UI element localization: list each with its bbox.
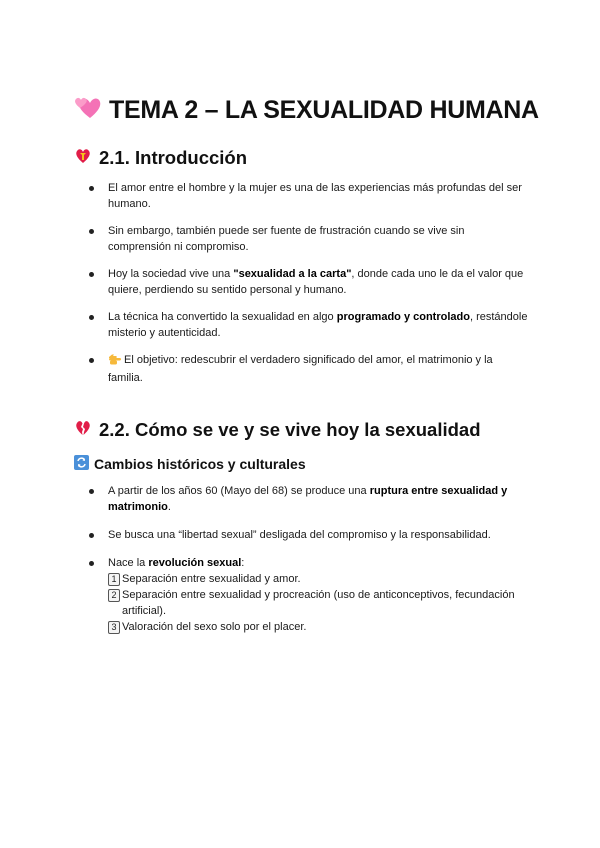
list-item: Sin embargo, también puede ser fuente de frustración cuando se vive sin comprensión ni compromiso. — [0, 223, 600, 255]
numbered-subitem: 2 Separación entre sexualidad y procreación (uso de anticonceptivos, fecundación artificial). — [108, 587, 528, 619]
cambios-list — [0, 483, 600, 635]
subheading-cambios — [74, 455, 306, 473]
section-heading-text: 2.1. Introducción — [99, 146, 248, 168]
intro-list — [0, 180, 600, 386]
list-item: El objetivo: redescubrir el verdadero significado del amor, el matrimonio y la familia. — [0, 352, 600, 386]
keycap-number-icon: 3 — [108, 621, 120, 634]
section-heading-text: 2.2. Cómo se ve y se vive hoy la sexualidad — [99, 418, 481, 440]
list-item: Hoy la sociedad vive una "sexualidad a la carta", donde cada uno le da el valor que quiere, perdiendo su sentido personal y humano. — [0, 266, 600, 298]
keycap-number-icon: 2 — [108, 589, 120, 602]
page-title — [73, 94, 539, 127]
bullet-dot — [89, 561, 94, 566]
subheading-text: Cambios históricos y culturales — [94, 456, 306, 472]
bullet-dot — [89, 315, 94, 320]
list-item: El amor entre el hombre y la mujer es una de las experiencias más profundas del ser humano. — [0, 180, 600, 212]
numbered-subitem: 1 Separación entre sexualidad y amor. — [108, 571, 528, 587]
list-item: La técnica ha convertido la sexualidad en algo programado y controlado, restándole misterio y autenticidad. — [0, 309, 600, 341]
list-item: Se busca una “libertad sexual” desligada del compromiso y la responsabilidad. — [0, 527, 600, 543]
cycle-arrows-icon — [74, 455, 89, 473]
bullet-dot — [89, 229, 94, 234]
bullet-dot — [89, 533, 94, 538]
broken-heart-icon — [74, 418, 92, 441]
section-heading-como-se-vive — [74, 418, 481, 441]
list-item: Nace la revolución sexual: 1 Separación entre sexualidad y amor. 2 Separación entre sexualidad y procreación (uso de anticonceptivos, fecundación artificial). 3 Valoración del sexo solo por el placer. — [0, 555, 600, 635]
heart-with-ribbon-icon — [74, 146, 92, 169]
pointing-hand-icon — [108, 354, 122, 370]
list-item: A partir de los años 60 (Mayo del 68) se produce una ruptura entre sexualidad y matrimonio. — [0, 483, 600, 515]
bullet-dot — [89, 489, 94, 494]
bullet-dot — [89, 358, 94, 363]
numbered-subitem: 3 Valoración del sexo solo por el placer. — [108, 619, 528, 635]
bullet-dot — [89, 272, 94, 277]
two-hearts-icon — [73, 94, 101, 127]
page-title-text: TEMA 2 – LA SEXUALIDAD HUMANA — [109, 96, 539, 124]
keycap-number-icon: 1 — [108, 573, 120, 586]
section-heading-introduccion — [74, 146, 247, 169]
bullet-dot — [89, 186, 94, 191]
